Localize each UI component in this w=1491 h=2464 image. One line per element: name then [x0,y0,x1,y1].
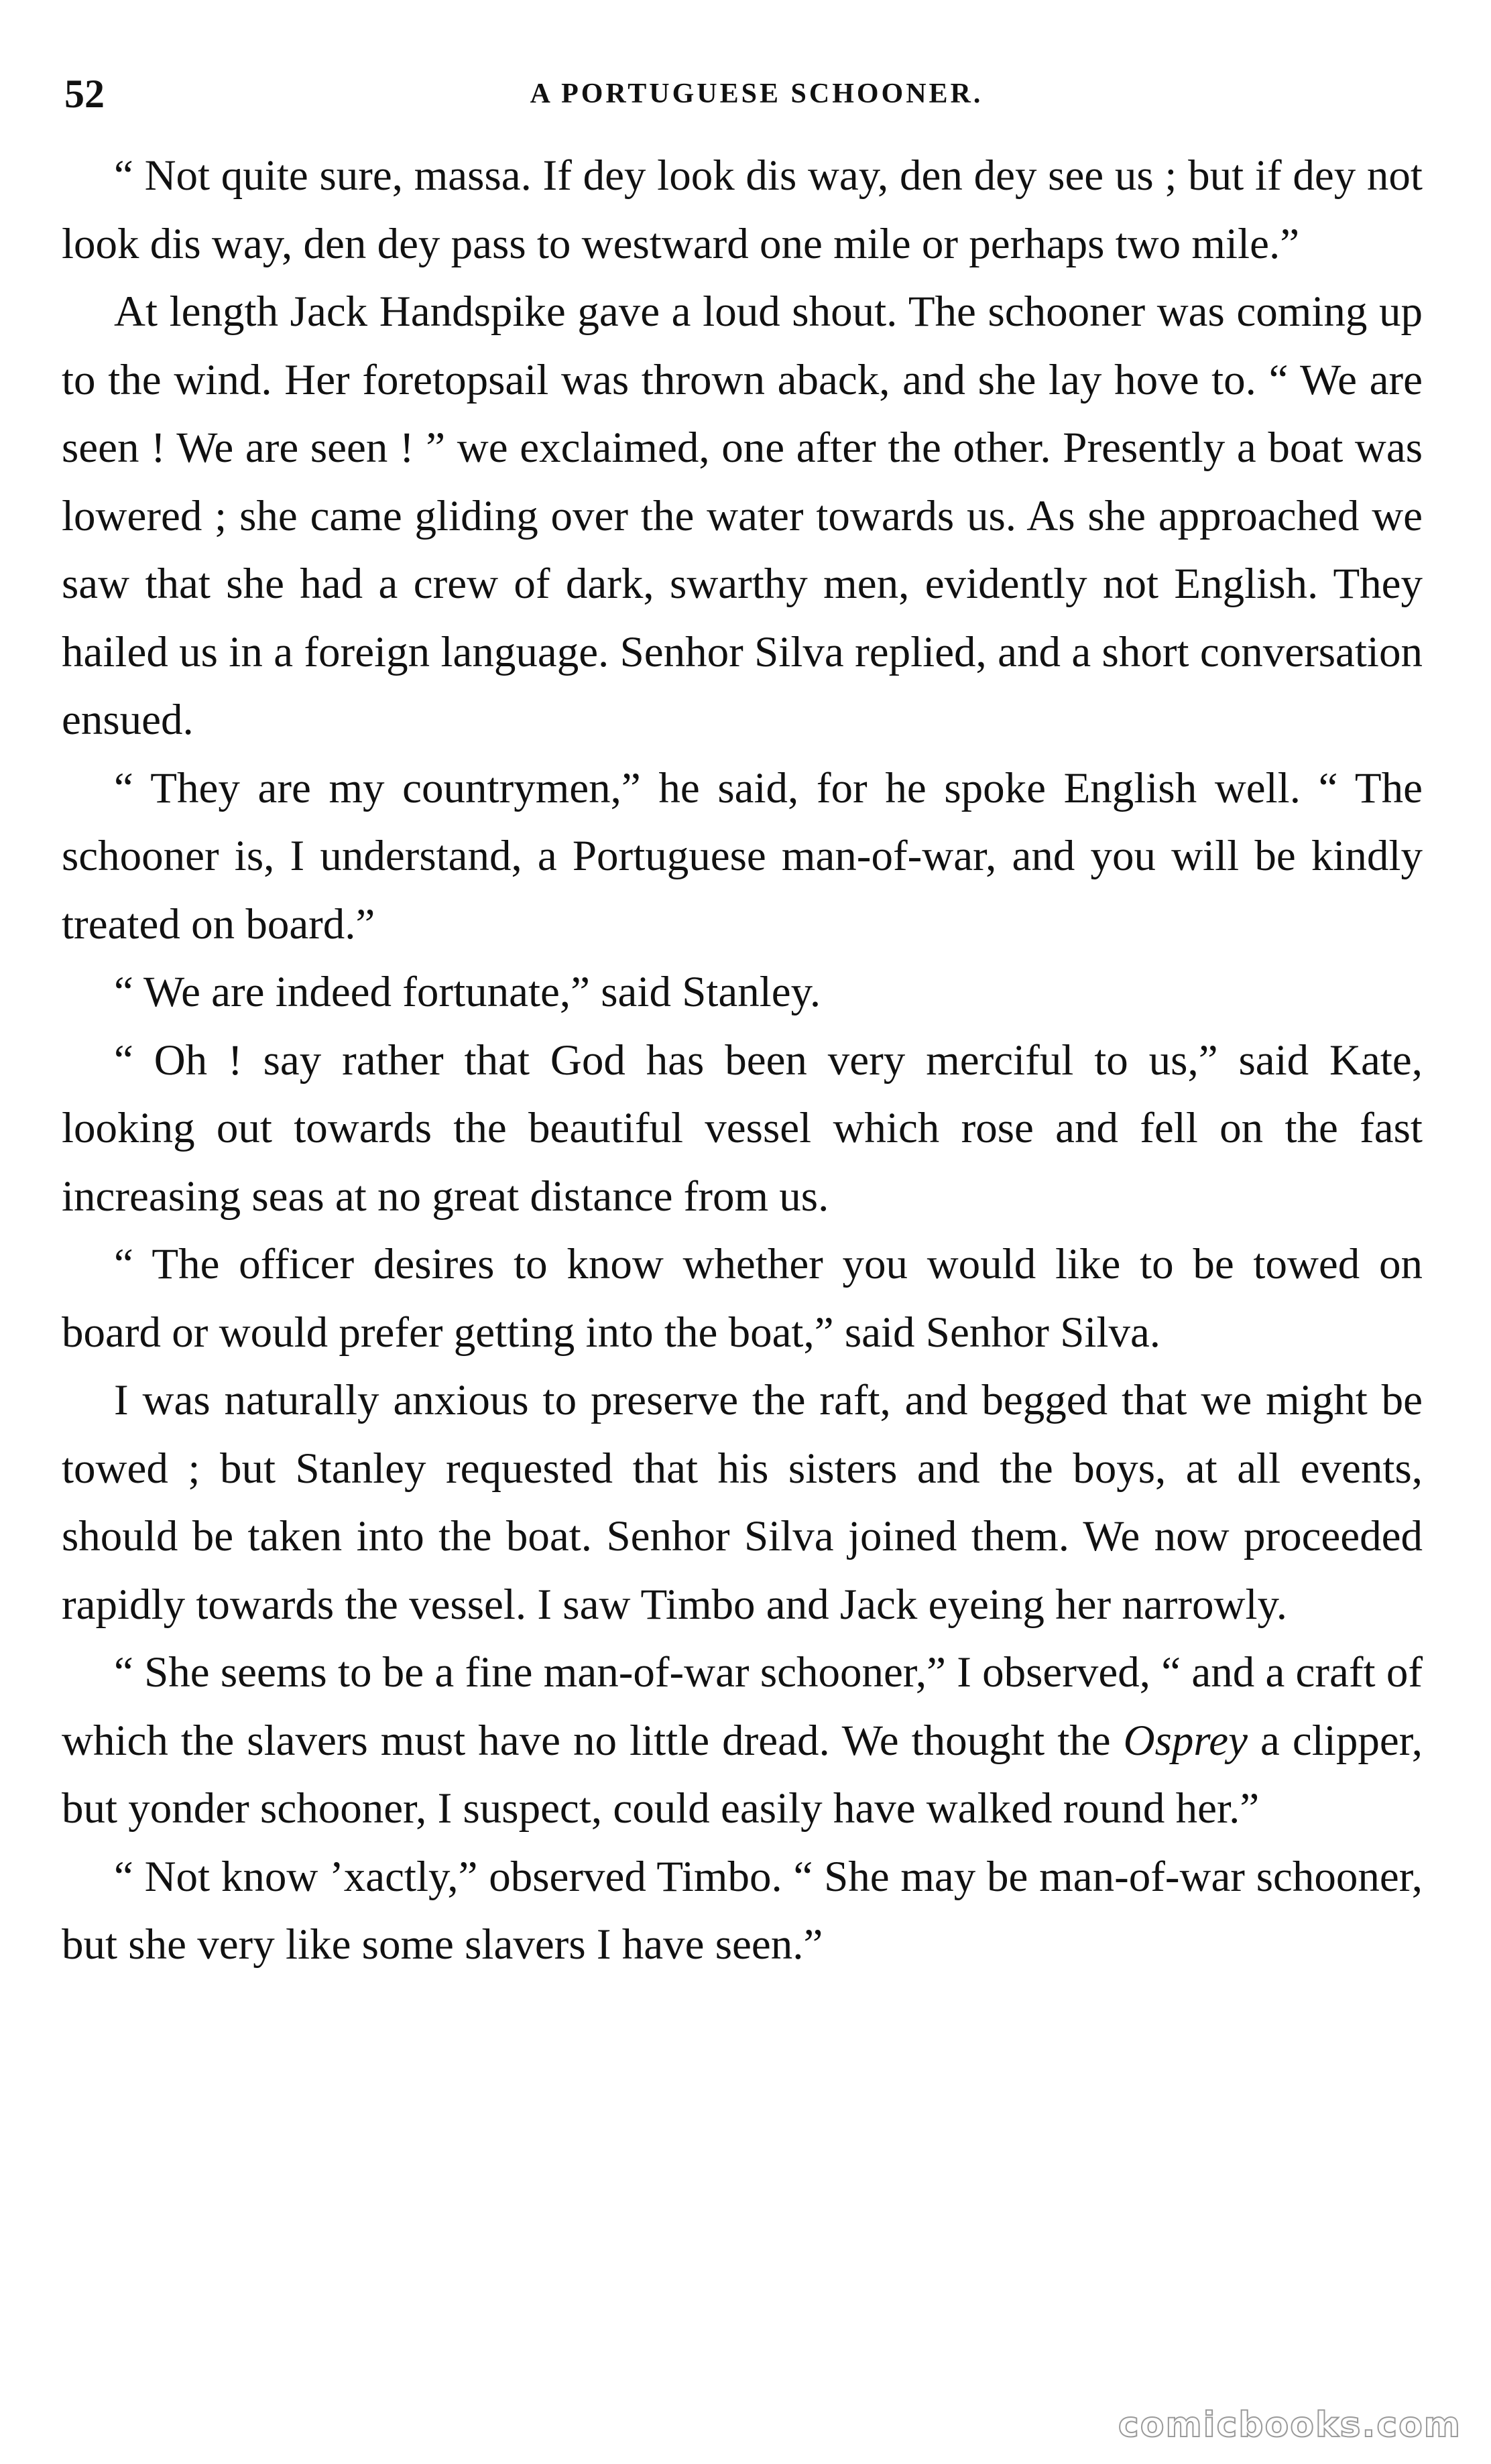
paragraph-7: I was naturally anxious to preserve the raft, and begged that we might be towed ; but Stanley requested that his sisters and the boys, at all events, should be taken into the boat. Senhor Silva joined them. We now proceeded rapidly towards the vessel. I saw Timbo and Jack eyeing her narrowly. [62,1376,1423,1629]
watermark: comicbooks.com [1118,2405,1462,2445]
paragraph-3: “ They are my countrymen,” he said, for he spoke English well. “ The schooner is, I understand, a Portuguese man-of-war, and you will be kindly treated on board.” [62,763,1423,948]
paragraph-8-start: “ She seems to be a fine man-of-war schooner,” I observed, “ and a craft of which the slavers must have no little dread. We thought the [62,1648,1423,1765]
ship-name-osprey: Osprey [1123,1716,1248,1765]
body-text [62,142,1423,1979]
page-header [64,67,1422,121]
paragraph-8 [62,1639,1423,1843]
paragraph-1: “ Not quite sure, massa. If dey look dis way, den dey see us ; but if dey not look dis way, den dey pass to westward one mile or perhaps two mile.” [62,151,1423,268]
paragraph-5: “ Oh ! say rather that God has been very merciful to us,” said Kate, looking out towards the beautiful vessel which rose and fell on the fast increasing seas at no great distance from us. [62,1036,1423,1221]
paragraph-9: “ Not know ’xactly,” observed Timbo. “ She may be man-of-war schooner, but she very like some slavers I have seen.” [62,1852,1423,1969]
paragraph-2: At length Jack Handspike gave a loud shout. The schooner was coming up to the wind. Her foretopsail was thrown aback, and she lay hove to. “ We are seen ! We are seen ! ” we exclaimed, one after the other. Presently a boat was lowered ; she came gliding over the water towards us. As she approached we saw that she had a crew of dark, swarthy men, evidently not English. They hailed us in a foreign language. Senhor Silva replied, and a short conversation ensued. [62,288,1423,744]
paragraph-4: “ We are indeed fortunate,” said Stanley. [114,968,821,1016]
paragraph-6: “ The officer desires to know whether you would like to be towed on board or would prefer getting into the boat,” said Senhor Silva. [62,1240,1423,1357]
paragraph-8-end: a clipper, but yonder schooner, I suspect, could easily have walked round her.” [62,1716,1423,1833]
page-number: 52 [64,72,105,116]
running-head: A PORTUGUESE SCHOONER. [530,78,983,109]
